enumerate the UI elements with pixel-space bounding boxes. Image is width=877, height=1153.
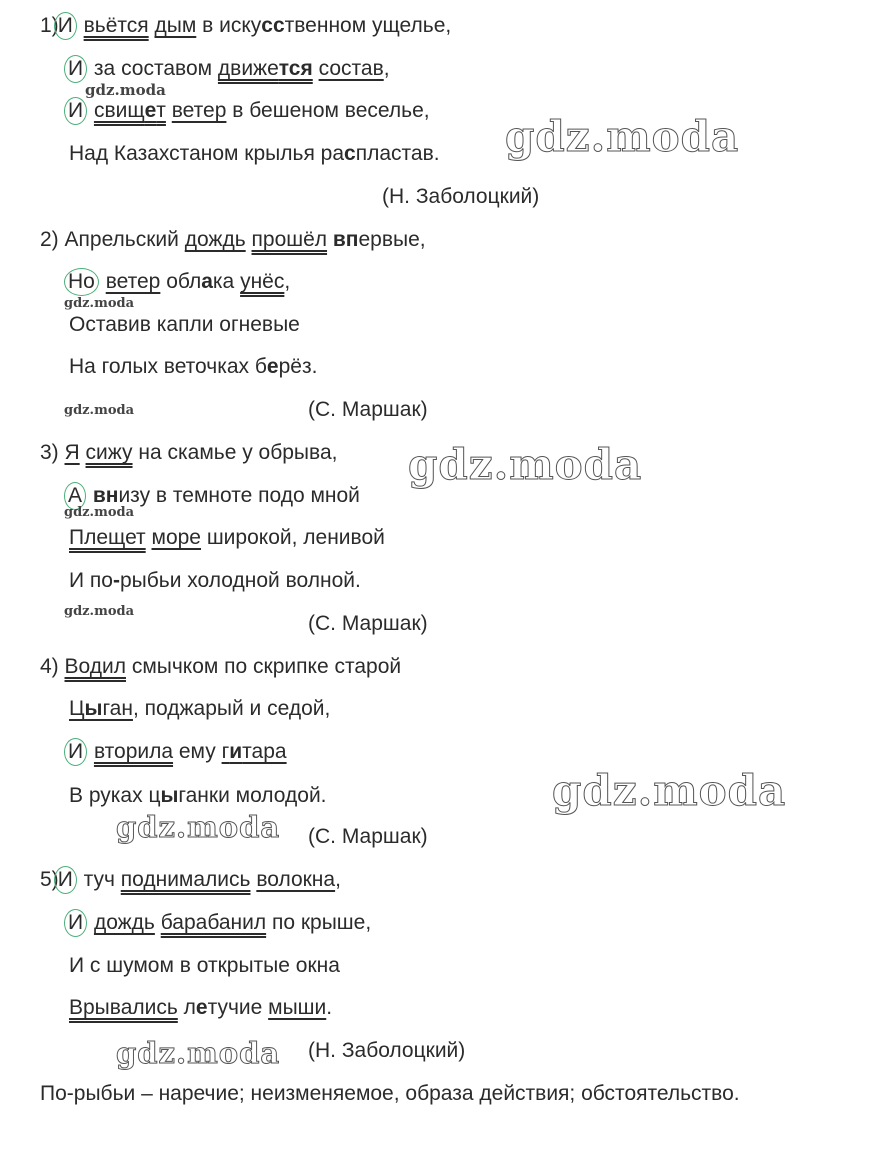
poem-author: (С. Маршак) <box>308 612 428 635</box>
text-segment: Врывались <box>69 996 178 1019</box>
text-line <box>40 867 341 893</box>
text-segment: ервые, <box>358 228 426 251</box>
text-segment: т <box>156 99 166 122</box>
text-segment: с <box>344 142 356 165</box>
text-segment: Плещет <box>69 526 146 549</box>
text-segment: смычком по скрипке старой <box>125 655 402 678</box>
text-line <box>69 568 361 594</box>
text-segment: твенном ущелье, <box>284 14 452 37</box>
text-segment: И <box>64 55 87 83</box>
text-segment: состав <box>318 57 384 80</box>
text-segment: дым <box>154 14 197 37</box>
text-segment: И <box>64 909 87 937</box>
text-segment: ганки молодой. <box>178 784 327 807</box>
poem-author: (Н. Заболоцкий) <box>308 1039 466 1062</box>
text-segment: тара <box>242 740 287 763</box>
text-segment: , <box>284 270 291 293</box>
text-segment: в иску <box>196 14 262 37</box>
text-segment: ветер <box>171 99 227 122</box>
text-segment: в бешеном веселье, <box>226 99 430 122</box>
watermark: gdz.moda <box>116 810 281 844</box>
watermark: gdz.moda <box>64 403 135 418</box>
text-segment: 5) <box>40 868 59 891</box>
text-segment: Оставив капли огневые <box>69 313 300 336</box>
text-segment: изу в темноте подо мной <box>118 484 360 507</box>
text-segment: ы <box>84 697 103 720</box>
text-segment: По-рыбьи – наречие; неизменяемое, образа действия; обстоятельство. <box>40 1082 740 1105</box>
text-segment: И <box>64 97 87 125</box>
text-line <box>40 13 451 39</box>
text-segment: В руках ц <box>69 784 161 807</box>
text-segment: . <box>326 996 333 1019</box>
text-line <box>69 98 430 124</box>
text-segment: , <box>383 57 390 80</box>
conclusion-line <box>40 1081 740 1107</box>
text-segment: ган <box>102 697 133 720</box>
text-segment: пластав. <box>355 142 440 165</box>
text-segment: вьётся <box>83 14 149 37</box>
text-line <box>69 783 327 809</box>
text-segment: тучие <box>207 996 269 1019</box>
text-segment: дождь <box>184 228 246 251</box>
poem-author: (С. Маршак) <box>308 398 428 421</box>
text-segment: туч <box>77 868 121 891</box>
text-segment: - <box>112 569 120 592</box>
text-segment: свищ <box>93 99 145 122</box>
text-segment: И <box>54 12 77 40</box>
text-line <box>69 696 330 722</box>
text-segment: движе <box>217 57 279 80</box>
text-line <box>69 739 287 765</box>
text-line <box>69 910 371 936</box>
text-segment: И <box>54 866 77 894</box>
text-line <box>69 56 390 82</box>
text-segment: унёс <box>240 270 285 293</box>
text-segment: 2) Апрельский <box>40 228 185 251</box>
text-segment: тся <box>278 57 313 80</box>
watermark: gdz.moda <box>64 296 135 311</box>
text-segment: И с шумом в открытые окна <box>69 954 340 977</box>
text-segment: , поджарый и седой, <box>132 697 331 720</box>
text-segment: Но <box>64 268 99 296</box>
text-segment: сижу <box>85 441 133 464</box>
poem-author: (Н. Заболоцкий) <box>382 185 540 208</box>
text-segment: е <box>195 996 208 1019</box>
text-segment: на скамье у обрыва, <box>132 441 338 464</box>
text-segment: а <box>201 270 213 293</box>
text-segment: обл <box>160 270 202 293</box>
watermark: gdz.moda <box>505 112 740 161</box>
text-segment: дождь <box>93 911 155 934</box>
text-segment: 4) <box>40 655 65 678</box>
watermark: gdz.moda <box>552 766 787 815</box>
text-line <box>69 269 290 295</box>
text-segment: ветер <box>105 270 161 293</box>
text-segment: рёз. <box>278 355 318 378</box>
text-segment: г <box>221 740 230 763</box>
text-segment: ка <box>212 270 241 293</box>
text-segment: Я <box>64 441 80 464</box>
text-segment: И <box>64 738 87 766</box>
text-segment: поднимались <box>120 868 251 891</box>
text-segment: е <box>144 99 157 122</box>
text-segment: е <box>266 355 279 378</box>
text-segment: И по <box>69 569 113 592</box>
text-line <box>69 354 317 380</box>
text-segment: по крыше, <box>266 911 372 934</box>
text-line <box>69 995 332 1021</box>
text-segment: мыши <box>268 996 327 1019</box>
text-segment: широкой, ленивой <box>201 526 385 549</box>
text-segment: Над Казахстаном крылья ра <box>69 142 345 165</box>
text-line <box>69 312 300 338</box>
text-segment: за составом <box>88 57 218 80</box>
text-line <box>69 953 340 979</box>
text-segment: Ц <box>69 697 85 720</box>
text-segment: 1) <box>40 14 59 37</box>
text-segment: А <box>64 482 86 510</box>
text-line <box>40 227 426 253</box>
text-segment: вн <box>92 484 119 507</box>
text-segment: прошёл <box>251 228 328 251</box>
text-segment: 3) <box>40 441 65 464</box>
text-segment: вторила <box>93 740 174 763</box>
watermark: gdz.moda <box>64 505 135 520</box>
text-segment: море <box>151 526 201 549</box>
watermark: gdz.moda <box>116 1036 281 1070</box>
text-segment: рыбьи холодной волной. <box>119 569 361 592</box>
text-line <box>69 525 385 551</box>
text-line <box>69 141 440 167</box>
text-segment: сс <box>261 14 285 37</box>
text-segment: Водил <box>64 655 126 678</box>
text-segment: , <box>335 868 341 891</box>
text-segment: волокна <box>256 868 336 891</box>
text-line <box>40 440 337 466</box>
text-segment: ему <box>173 740 222 763</box>
text-line <box>40 654 401 680</box>
text-segment: ы <box>160 784 179 807</box>
text-segment: и <box>229 740 243 763</box>
watermark: gdz.moda <box>85 81 166 99</box>
text-segment: вп <box>332 228 359 251</box>
text-segment: л <box>177 996 196 1019</box>
poem-author: (С. Маршак) <box>308 825 428 848</box>
watermark: gdz.moda <box>64 604 135 619</box>
text-segment: На голых веточках б <box>69 355 267 378</box>
watermark: gdz.moda <box>408 440 643 489</box>
text-segment: барабанил <box>160 911 267 934</box>
